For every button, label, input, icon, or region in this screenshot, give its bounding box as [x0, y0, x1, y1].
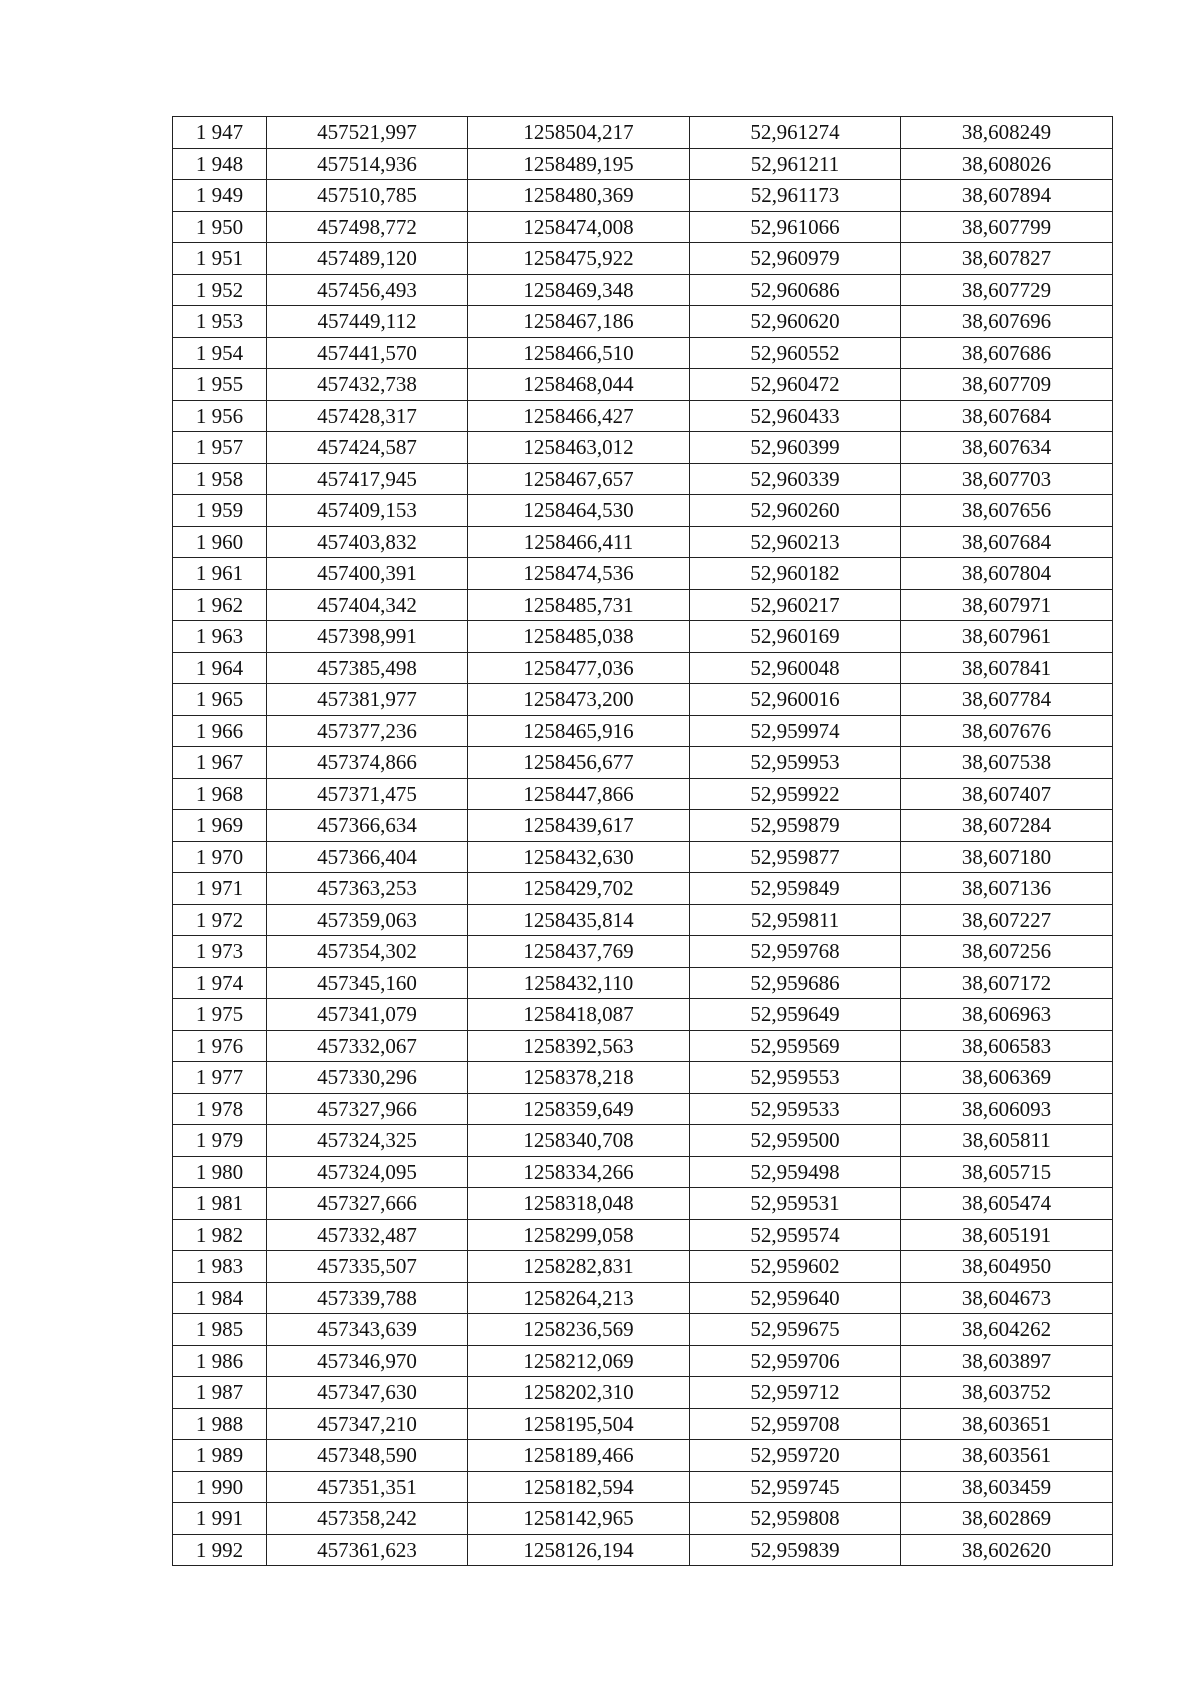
x-coordinate-cell: 457400,391	[267, 558, 468, 590]
point-number-cell: 1 960	[173, 526, 267, 558]
y-coordinate-cell: 1258474,008	[468, 211, 690, 243]
y-coordinate-cell: 1258475,922	[468, 243, 690, 275]
latitude-cell: 52,960217	[690, 589, 901, 621]
point-number-cell: 1 952	[173, 274, 267, 306]
x-coordinate-cell: 457398,991	[267, 621, 468, 653]
longitude-cell: 38,607696	[901, 306, 1113, 338]
y-coordinate-cell: 1258468,044	[468, 369, 690, 401]
longitude-cell: 38,607180	[901, 841, 1113, 873]
table-row	[173, 747, 1113, 779]
point-number-cell: 1 977	[173, 1062, 267, 1094]
y-coordinate-cell: 1258504,217	[468, 117, 690, 149]
latitude-cell: 52,959879	[690, 810, 901, 842]
latitude-cell: 52,959640	[690, 1282, 901, 1314]
x-coordinate-cell: 457361,623	[267, 1534, 468, 1566]
latitude-cell: 52,961173	[690, 180, 901, 212]
point-number-cell: 1 963	[173, 621, 267, 653]
table-row	[173, 778, 1113, 810]
x-coordinate-cell: 457366,404	[267, 841, 468, 873]
table-row	[173, 1062, 1113, 1094]
table-row	[173, 1345, 1113, 1377]
y-coordinate-cell: 1258473,200	[468, 684, 690, 716]
point-number-cell: 1 982	[173, 1219, 267, 1251]
y-coordinate-cell: 1258469,348	[468, 274, 690, 306]
latitude-cell: 52,959649	[690, 999, 901, 1031]
longitude-cell: 38,607136	[901, 873, 1113, 905]
x-coordinate-cell: 457404,342	[267, 589, 468, 621]
latitude-cell: 52,959498	[690, 1156, 901, 1188]
table-row	[173, 684, 1113, 716]
x-coordinate-cell: 457332,067	[267, 1030, 468, 1062]
longitude-cell: 38,607172	[901, 967, 1113, 999]
y-coordinate-cell: 1258126,194	[468, 1534, 690, 1566]
latitude-cell: 52,961066	[690, 211, 901, 243]
x-coordinate-cell: 457510,785	[267, 180, 468, 212]
point-number-cell: 1 973	[173, 936, 267, 968]
latitude-cell: 52,959553	[690, 1062, 901, 1094]
point-number-cell: 1 968	[173, 778, 267, 810]
table-row	[173, 967, 1113, 999]
y-coordinate-cell: 1258432,630	[468, 841, 690, 873]
table-row	[173, 1503, 1113, 1535]
longitude-cell: 38,607634	[901, 432, 1113, 464]
latitude-cell: 52,959686	[690, 967, 901, 999]
table-row	[173, 841, 1113, 873]
longitude-cell: 38,606963	[901, 999, 1113, 1031]
x-coordinate-cell: 457335,507	[267, 1251, 468, 1283]
x-coordinate-cell: 457417,945	[267, 463, 468, 495]
longitude-cell: 38,607961	[901, 621, 1113, 653]
latitude-cell: 52,960016	[690, 684, 901, 716]
latitude-cell: 52,959922	[690, 778, 901, 810]
longitude-cell: 38,605811	[901, 1125, 1113, 1157]
latitude-cell: 52,959877	[690, 841, 901, 873]
latitude-cell: 52,959808	[690, 1503, 901, 1535]
table-row	[173, 432, 1113, 464]
point-number-cell: 1 972	[173, 904, 267, 936]
x-coordinate-cell: 457327,666	[267, 1188, 468, 1220]
y-coordinate-cell: 1258299,058	[468, 1219, 690, 1251]
table-row	[173, 274, 1113, 306]
point-number-cell: 1 954	[173, 337, 267, 369]
y-coordinate-cell: 1258359,649	[468, 1093, 690, 1125]
x-coordinate-cell: 457324,095	[267, 1156, 468, 1188]
latitude-cell: 52,959602	[690, 1251, 901, 1283]
x-coordinate-cell: 457339,788	[267, 1282, 468, 1314]
point-number-cell: 1 964	[173, 652, 267, 684]
longitude-cell: 38,607841	[901, 652, 1113, 684]
latitude-cell: 52,960339	[690, 463, 901, 495]
table-row	[173, 1156, 1113, 1188]
longitude-cell: 38,607804	[901, 558, 1113, 590]
point-number-cell: 1 974	[173, 967, 267, 999]
point-number-cell: 1 992	[173, 1534, 267, 1566]
longitude-cell: 38,603752	[901, 1377, 1113, 1409]
y-coordinate-cell: 1258437,769	[468, 936, 690, 968]
table-row	[173, 1251, 1113, 1283]
y-coordinate-cell: 1258447,866	[468, 778, 690, 810]
table-row	[173, 936, 1113, 968]
x-coordinate-cell: 457385,498	[267, 652, 468, 684]
point-number-cell: 1 985	[173, 1314, 267, 1346]
longitude-cell: 38,607684	[901, 526, 1113, 558]
latitude-cell: 52,960182	[690, 558, 901, 590]
table-row	[173, 652, 1113, 684]
longitude-cell: 38,607656	[901, 495, 1113, 527]
latitude-cell: 52,959533	[690, 1093, 901, 1125]
latitude-cell: 52,960169	[690, 621, 901, 653]
table-row	[173, 526, 1113, 558]
x-coordinate-cell: 457441,570	[267, 337, 468, 369]
latitude-cell: 52,961274	[690, 117, 901, 149]
y-coordinate-cell: 1258418,087	[468, 999, 690, 1031]
y-coordinate-cell: 1258485,038	[468, 621, 690, 653]
y-coordinate-cell: 1258466,411	[468, 526, 690, 558]
longitude-cell: 38,603459	[901, 1471, 1113, 1503]
point-number-cell: 1 947	[173, 117, 267, 149]
x-coordinate-cell: 457324,325	[267, 1125, 468, 1157]
point-number-cell: 1 984	[173, 1282, 267, 1314]
longitude-cell: 38,607256	[901, 936, 1113, 968]
point-number-cell: 1 966	[173, 715, 267, 747]
y-coordinate-cell: 1258467,186	[468, 306, 690, 338]
latitude-cell: 52,959531	[690, 1188, 901, 1220]
y-coordinate-cell: 1258465,916	[468, 715, 690, 747]
y-coordinate-cell: 1258485,731	[468, 589, 690, 621]
longitude-cell: 38,603561	[901, 1440, 1113, 1472]
point-number-cell: 1 949	[173, 180, 267, 212]
point-number-cell: 1 959	[173, 495, 267, 527]
x-coordinate-cell: 457456,493	[267, 274, 468, 306]
latitude-cell: 52,960472	[690, 369, 901, 401]
point-number-cell: 1 983	[173, 1251, 267, 1283]
latitude-cell: 52,961211	[690, 148, 901, 180]
latitude-cell: 52,959500	[690, 1125, 901, 1157]
table-row	[173, 810, 1113, 842]
y-coordinate-cell: 1258378,218	[468, 1062, 690, 1094]
longitude-cell: 38,602620	[901, 1534, 1113, 1566]
longitude-cell: 38,604950	[901, 1251, 1113, 1283]
table-row	[173, 463, 1113, 495]
point-number-cell: 1 969	[173, 810, 267, 842]
longitude-cell: 38,607227	[901, 904, 1113, 936]
latitude-cell: 52,959712	[690, 1377, 901, 1409]
longitude-cell: 38,608026	[901, 148, 1113, 180]
table-row	[173, 1219, 1113, 1251]
x-coordinate-cell: 457346,970	[267, 1345, 468, 1377]
longitude-cell: 38,602869	[901, 1503, 1113, 1535]
x-coordinate-cell: 457374,866	[267, 747, 468, 779]
longitude-cell: 38,605474	[901, 1188, 1113, 1220]
longitude-cell: 38,603897	[901, 1345, 1113, 1377]
y-coordinate-cell: 1258477,036	[468, 652, 690, 684]
coordinates-table-body	[173, 117, 1113, 1566]
y-coordinate-cell: 1258318,048	[468, 1188, 690, 1220]
point-number-cell: 1 976	[173, 1030, 267, 1062]
x-coordinate-cell: 457381,977	[267, 684, 468, 716]
point-number-cell: 1 957	[173, 432, 267, 464]
point-number-cell: 1 987	[173, 1377, 267, 1409]
longitude-cell: 38,608249	[901, 117, 1113, 149]
y-coordinate-cell: 1258474,536	[468, 558, 690, 590]
longitude-cell: 38,606369	[901, 1062, 1113, 1094]
x-coordinate-cell: 457498,772	[267, 211, 468, 243]
y-coordinate-cell: 1258466,427	[468, 400, 690, 432]
point-number-cell: 1 967	[173, 747, 267, 779]
x-coordinate-cell: 457359,063	[267, 904, 468, 936]
x-coordinate-cell: 457449,112	[267, 306, 468, 338]
latitude-cell: 52,959574	[690, 1219, 901, 1251]
latitude-cell: 52,960686	[690, 274, 901, 306]
point-number-cell: 1 980	[173, 1156, 267, 1188]
latitude-cell: 52,959708	[690, 1408, 901, 1440]
point-number-cell: 1 953	[173, 306, 267, 338]
y-coordinate-cell: 1258142,965	[468, 1503, 690, 1535]
y-coordinate-cell: 1258392,563	[468, 1030, 690, 1062]
y-coordinate-cell: 1258340,708	[468, 1125, 690, 1157]
point-number-cell: 1 958	[173, 463, 267, 495]
longitude-cell: 38,607729	[901, 274, 1113, 306]
longitude-cell: 38,607971	[901, 589, 1113, 621]
latitude-cell: 52,959768	[690, 936, 901, 968]
table-row	[173, 558, 1113, 590]
x-coordinate-cell: 457354,302	[267, 936, 468, 968]
point-number-cell: 1 989	[173, 1440, 267, 1472]
latitude-cell: 52,959745	[690, 1471, 901, 1503]
longitude-cell: 38,606583	[901, 1030, 1113, 1062]
coordinates-table	[172, 116, 1113, 1566]
longitude-cell: 38,607894	[901, 180, 1113, 212]
y-coordinate-cell: 1258435,814	[468, 904, 690, 936]
point-number-cell: 1 956	[173, 400, 267, 432]
point-number-cell: 1 978	[173, 1093, 267, 1125]
x-coordinate-cell: 457330,296	[267, 1062, 468, 1094]
x-coordinate-cell: 457424,587	[267, 432, 468, 464]
point-number-cell: 1 961	[173, 558, 267, 590]
x-coordinate-cell: 457489,120	[267, 243, 468, 275]
longitude-cell: 38,607684	[901, 400, 1113, 432]
y-coordinate-cell: 1258282,831	[468, 1251, 690, 1283]
table-row	[173, 1377, 1113, 1409]
table-row	[173, 621, 1113, 653]
table-row	[173, 243, 1113, 275]
longitude-cell: 38,607686	[901, 337, 1113, 369]
x-coordinate-cell: 457351,351	[267, 1471, 468, 1503]
point-number-cell: 1 971	[173, 873, 267, 905]
longitude-cell: 38,607407	[901, 778, 1113, 810]
x-coordinate-cell: 457432,738	[267, 369, 468, 401]
table-row	[173, 999, 1113, 1031]
latitude-cell: 52,960213	[690, 526, 901, 558]
y-coordinate-cell: 1258463,012	[468, 432, 690, 464]
latitude-cell: 52,959569	[690, 1030, 901, 1062]
y-coordinate-cell: 1258456,677	[468, 747, 690, 779]
table-row	[173, 1314, 1113, 1346]
longitude-cell: 38,607784	[901, 684, 1113, 716]
y-coordinate-cell: 1258429,702	[468, 873, 690, 905]
x-coordinate-cell: 457348,590	[267, 1440, 468, 1472]
y-coordinate-cell: 1258466,510	[468, 337, 690, 369]
table-row	[173, 1534, 1113, 1566]
table-row	[173, 1408, 1113, 1440]
longitude-cell: 38,604673	[901, 1282, 1113, 1314]
latitude-cell: 52,959811	[690, 904, 901, 936]
longitude-cell: 38,604262	[901, 1314, 1113, 1346]
table-row	[173, 873, 1113, 905]
y-coordinate-cell: 1258489,195	[468, 148, 690, 180]
table-row	[173, 337, 1113, 369]
y-coordinate-cell: 1258334,266	[468, 1156, 690, 1188]
x-coordinate-cell: 457332,487	[267, 1219, 468, 1251]
point-number-cell: 1 991	[173, 1503, 267, 1535]
latitude-cell: 52,959953	[690, 747, 901, 779]
latitude-cell: 52,960399	[690, 432, 901, 464]
latitude-cell: 52,959974	[690, 715, 901, 747]
point-number-cell: 1 986	[173, 1345, 267, 1377]
point-number-cell: 1 988	[173, 1408, 267, 1440]
x-coordinate-cell: 457327,966	[267, 1093, 468, 1125]
longitude-cell: 38,607284	[901, 810, 1113, 842]
table-row	[173, 1471, 1113, 1503]
point-number-cell: 1 965	[173, 684, 267, 716]
y-coordinate-cell: 1258202,310	[468, 1377, 690, 1409]
table-row	[173, 1440, 1113, 1472]
y-coordinate-cell: 1258189,466	[468, 1440, 690, 1472]
x-coordinate-cell: 457521,997	[267, 117, 468, 149]
latitude-cell: 52,960552	[690, 337, 901, 369]
x-coordinate-cell: 457358,242	[267, 1503, 468, 1535]
point-number-cell: 1 950	[173, 211, 267, 243]
table-row	[173, 904, 1113, 936]
point-number-cell: 1 951	[173, 243, 267, 275]
longitude-cell: 38,607538	[901, 747, 1113, 779]
longitude-cell: 38,605715	[901, 1156, 1113, 1188]
y-coordinate-cell: 1258432,110	[468, 967, 690, 999]
x-coordinate-cell: 457403,832	[267, 526, 468, 558]
point-number-cell: 1 962	[173, 589, 267, 621]
y-coordinate-cell: 1258195,504	[468, 1408, 690, 1440]
table-row	[173, 1093, 1113, 1125]
table-row	[173, 306, 1113, 338]
x-coordinate-cell: 457366,634	[267, 810, 468, 842]
point-number-cell: 1 979	[173, 1125, 267, 1157]
table-row	[173, 715, 1113, 747]
table-row	[173, 1125, 1113, 1157]
x-coordinate-cell: 457347,210	[267, 1408, 468, 1440]
point-number-cell: 1 948	[173, 148, 267, 180]
y-coordinate-cell: 1258264,213	[468, 1282, 690, 1314]
table-row	[173, 148, 1113, 180]
longitude-cell: 38,607799	[901, 211, 1113, 243]
table-row	[173, 1188, 1113, 1220]
latitude-cell: 52,960260	[690, 495, 901, 527]
table-row	[173, 1030, 1113, 1062]
point-number-cell: 1 955	[173, 369, 267, 401]
x-coordinate-cell: 457409,153	[267, 495, 468, 527]
longitude-cell: 38,607676	[901, 715, 1113, 747]
longitude-cell: 38,607709	[901, 369, 1113, 401]
x-coordinate-cell: 457347,630	[267, 1377, 468, 1409]
table-row	[173, 180, 1113, 212]
x-coordinate-cell: 457341,079	[267, 999, 468, 1031]
latitude-cell: 52,960048	[690, 652, 901, 684]
point-number-cell: 1 970	[173, 841, 267, 873]
x-coordinate-cell: 457371,475	[267, 778, 468, 810]
point-number-cell: 1 981	[173, 1188, 267, 1220]
x-coordinate-cell: 457345,160	[267, 967, 468, 999]
x-coordinate-cell: 457363,253	[267, 873, 468, 905]
x-coordinate-cell: 457343,639	[267, 1314, 468, 1346]
latitude-cell: 52,959675	[690, 1314, 901, 1346]
latitude-cell: 52,960979	[690, 243, 901, 275]
latitude-cell: 52,960620	[690, 306, 901, 338]
longitude-cell: 38,607703	[901, 463, 1113, 495]
point-number-cell: 1 975	[173, 999, 267, 1031]
y-coordinate-cell: 1258212,069	[468, 1345, 690, 1377]
point-number-cell: 1 990	[173, 1471, 267, 1503]
latitude-cell: 52,959849	[690, 873, 901, 905]
y-coordinate-cell: 1258439,617	[468, 810, 690, 842]
table-row	[173, 369, 1113, 401]
table-row	[173, 1282, 1113, 1314]
table-row	[173, 495, 1113, 527]
longitude-cell: 38,605191	[901, 1219, 1113, 1251]
y-coordinate-cell: 1258464,530	[468, 495, 690, 527]
y-coordinate-cell: 1258236,569	[468, 1314, 690, 1346]
x-coordinate-cell: 457428,317	[267, 400, 468, 432]
longitude-cell: 38,603651	[901, 1408, 1113, 1440]
longitude-cell: 38,607827	[901, 243, 1113, 275]
table-row	[173, 117, 1113, 149]
y-coordinate-cell: 1258467,657	[468, 463, 690, 495]
x-coordinate-cell: 457377,236	[267, 715, 468, 747]
y-coordinate-cell: 1258480,369	[468, 180, 690, 212]
table-row	[173, 589, 1113, 621]
latitude-cell: 52,959706	[690, 1345, 901, 1377]
longitude-cell: 38,606093	[901, 1093, 1113, 1125]
latitude-cell: 52,959839	[690, 1534, 901, 1566]
table-row	[173, 400, 1113, 432]
x-coordinate-cell: 457514,936	[267, 148, 468, 180]
latitude-cell: 52,959720	[690, 1440, 901, 1472]
y-coordinate-cell: 1258182,594	[468, 1471, 690, 1503]
latitude-cell: 52,960433	[690, 400, 901, 432]
table-row	[173, 211, 1113, 243]
